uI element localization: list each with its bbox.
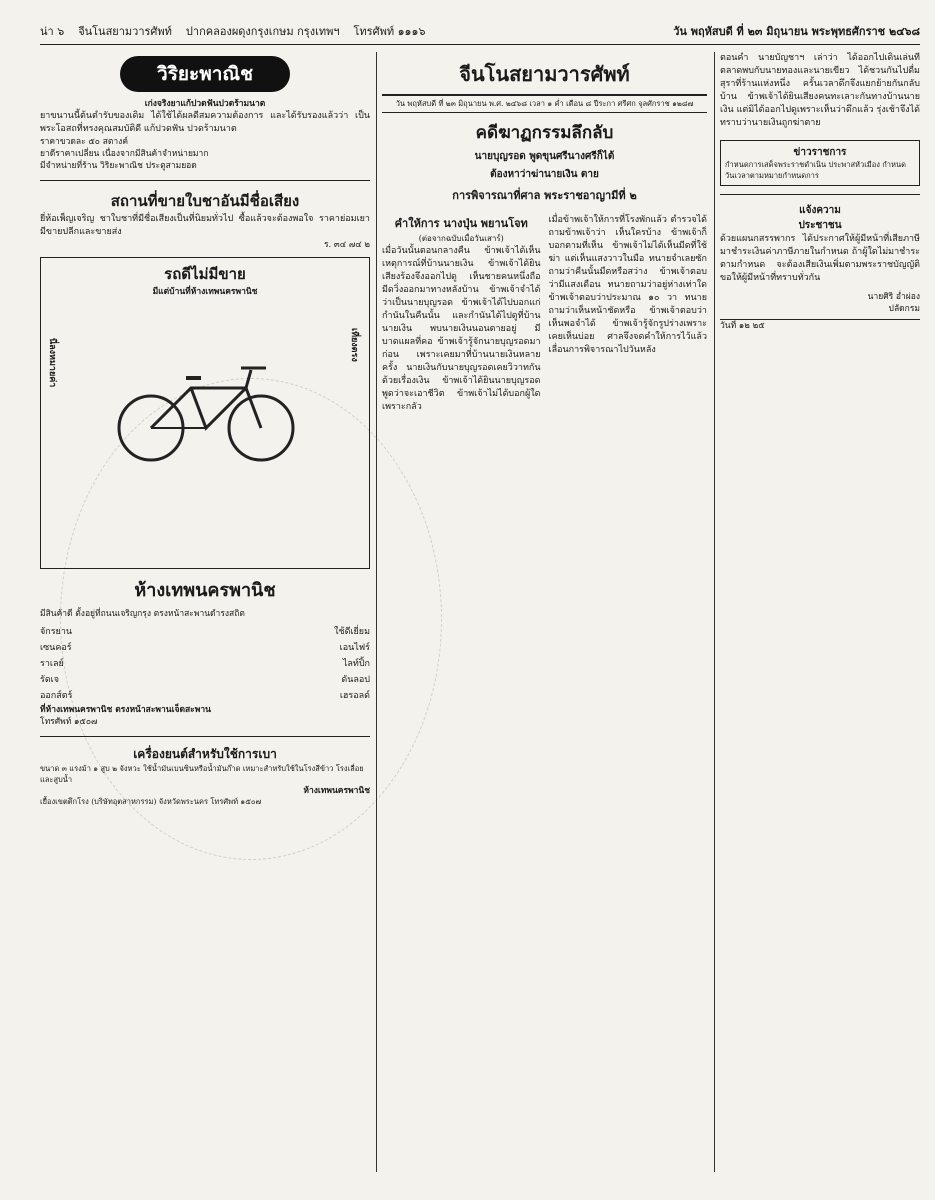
product-list bbox=[40, 624, 370, 704]
shop-description: มีสินค้าดี ตั้งอยู่ที่ถนนเจริญกรุง ตรงหน้าสะพานดำรงสถิต bbox=[40, 609, 245, 619]
bicycle-ad bbox=[40, 257, 370, 569]
tea-ad-sign: ร. ๓๔ ๗๔ ๒ bbox=[323, 240, 370, 250]
viriya-ad-address: มีจำหน่ายที่ร้าน วิริยะพาณิช ประตูสามยอด bbox=[40, 161, 197, 171]
viriya-ad-title: วิริยะพาณิช bbox=[120, 56, 290, 92]
machine-ad-address: เยื้องเขตตึกโรง (บริษัทอุตสาหกรรม) จังหวัดพระนคร โทรศัพท์ ๑๕๐๗ bbox=[40, 797, 262, 806]
viriya-ad-body: ยาขนานนี้ต้นตำรับของเดิม ได้ใช้ได้ผลดีสมความต้องการ และได้รับรองแล้วว่า เป็นพระโอสถที่ทรงคุณสมบัติดี แก้ปวดฟัน ปวดร้ามนาต bbox=[40, 111, 370, 134]
testimony-text-right: เมื่อข้าพเจ้าให้การที่โรงพักแล้ว ตำรวจได้ถามข้าพเจ้าว่า เห็นใครบ้าง ข้าพเจ้าก็บอกตามที่เห็น ข้าพเจ้าไม่ได้เห็นมีดที่ใช้ฆ่า แต่เห็นแสงวาวในมือ ทนายจำเลยซักถามว่าคืนนั้นมืดหรือสว่าง ข้าพเจ้าตอบว่ามีแสงเดือน ทนายถามว่าอยู่ห่างเท่าใด ข้าพเจ้าตอบว่าประมาณ ๑๐ วา ทนายถามว่าเห็นหน้าชัดหรือ ข้าพเจ้าตอบว่าเห็นพอจำได้ ข้าพเจ้ารู้จักรูปร่างเพราะเคยเห็นบ่อย ศาลจึงจดคำให้การไว้แล้วเลื่อนการพิจารณาไปวันหลัง bbox=[548, 215, 707, 355]
testimony-heading: คำให้การ นางปุ่น พยานโจท bbox=[394, 217, 528, 230]
shop-footer: ที่ห้างเทพนครพานิช ตรงหน้าสะพานเจ็ดสะพาน bbox=[40, 705, 211, 715]
notice-subtitle: ประชาชน bbox=[798, 220, 842, 231]
notice-footer: วันที่ ๑๒ ๒๕ bbox=[720, 319, 920, 332]
article-subtitle-3: การพิจารณาที่ศาล พระราชอาญามีที่ ๒ bbox=[452, 189, 637, 202]
list-item: ออกส์ตร์ เฮรอลด์ bbox=[40, 691, 370, 701]
list-item: รัดเจ ดันลอป bbox=[40, 675, 370, 685]
masthead: จีนโนสยามวารศัพท์ bbox=[382, 52, 707, 96]
article-subtitle-2: ต้องหาว่าฆ่านายเงิน ตาย bbox=[490, 169, 599, 180]
testimony-text-left: เมื่อวันนั้นตอนกลางคืน ข้าพเจ้าได้เห็นเหตุการณ์ที่บ้านนายเงิน ข้าพเจ้าได้ยินเสียงร้องจึงออกไปดู เห็นชายคนหนึ่งถือมีดวิ่งออกมาทางหลังบ้าน ข้าพเจ้าจำได้ว่าเป็นนายบุญรอด ข้าพเจ้าได้ไปบอกแก่กำนันในคืนนั้น และกำนันได้ไปดูที่บ้านนายเงิน พบนายเงินนอนตายอยู่ มีบาดแผลที่คอ ข้าพเจ้ารู้จักนายบุญรอดมาก่อน เพราะเคยมาที่บ้านนายเงินหลายครั้ง นายเงินกับนายบุญรอดเคยวิวาทกันด้วยเรื่องเงิน ข้าพเจ้าได้ยินนายบุญรอดพูดว่าจะเอาชีวิต ข้าพเจ้าไม่ได้บอกผู้ใดเพราะกลัว bbox=[382, 246, 541, 412]
notice-signer-title: ปลัดกรม bbox=[888, 304, 920, 314]
bike-ad-right-text: เที่ยงตรง bbox=[349, 328, 359, 362]
machine-ad-seller: ห้างเทพนครพานิช bbox=[303, 786, 370, 796]
side-column bbox=[720, 52, 920, 1172]
column-divider bbox=[376, 52, 377, 1172]
bike-ad-left-text: นี่ลงหมายค่า bbox=[47, 338, 57, 388]
divider bbox=[720, 194, 920, 195]
testimony-subheading: (ต่อจากฉบับเมื่อวันเสาร์) bbox=[418, 234, 504, 243]
list-item: จักรยาน ใช้ดีเยี่ยม bbox=[40, 627, 370, 637]
viriya-ad-price: ราคาขวดละ ๕๐ สตางค์ bbox=[40, 137, 129, 147]
notice-title: แจ้งความ bbox=[799, 205, 841, 216]
divider bbox=[40, 736, 370, 737]
shop-title: ห้างเทพนครพานิช bbox=[134, 580, 276, 601]
article-left-column bbox=[382, 214, 541, 414]
ads-column bbox=[40, 52, 370, 1172]
article-title: คดีฆาฏกรรมลึกลับ bbox=[475, 123, 614, 143]
machine-ad-title: เครื่องยนต์สำหรับใช้การเบา bbox=[133, 747, 277, 761]
news-box bbox=[720, 140, 920, 186]
news-box-body: กำหนดการเสด็จพระราชดำเนิน ประพาสหัวเมือง กำหนดวันเวลาตามหมายกำหนดการ bbox=[725, 160, 906, 180]
bicycle-illustration bbox=[106, 348, 306, 468]
notice-body: ด้วยแผนกสรรพากร ได้ประกาศให้ผู้มีหน้าที่เสียภาษีมาชำระเงินค่าภาษีภายในกำหนด ถ้าผู้ใดไม่มาชำระตามกำหนด จะต้องเสียเงินเพิ่มตามพระราชบัญญัติ ขอให้ผู้มีหน้าที่ทราบทั่วกัน bbox=[720, 234, 920, 283]
paper-name: จีนโนสยามวารศัพท์ bbox=[78, 25, 172, 38]
side-story: ตอนค่ำ นายบัญชาฯ เล่าว่า ได้ออกไปเดินเล่นที่ตลาดพบกับนายทองและนายเขียว ได้ชวนกันไปดื่มสุราที่ร้านแห่งหนึ่ง ครั้นเวลาดึกจึงแยกย้ายกันกลับบ้าน ข้าพเจ้าได้ยินเสียงคนทะเลาะกันทางบ้านนายเงิน แต่มิได้ออกไปดูเพราะเห็นว่าดึกแล้ว รุ่งเช้าจึงได้ทราบว่านายเงินถูกฆ่าตาย bbox=[720, 53, 920, 128]
newspaper-page bbox=[40, 18, 920, 1178]
article-body bbox=[382, 214, 707, 414]
viriya-ad-note: ยาดีราคาเปลี่ยน เนื่องจากมีสินค้าจำหน่ายมาก bbox=[40, 149, 209, 159]
article-right-column bbox=[549, 214, 708, 414]
news-box-heading: ข่าวราชการ bbox=[793, 147, 847, 158]
bike-ad-subline: มีแต่บ้านที่ห้างเทพนครพานิช bbox=[152, 287, 258, 297]
bike-ad-headline: รถดีไม่มีขาย bbox=[164, 265, 246, 283]
column-divider bbox=[714, 52, 715, 1172]
dateline: วัน พฤหัสบดี ที่ ๒๓ มิถุนายน พ.ศ. ๒๔๖๘ เวลา ๑ ค่ำ เดือน ๘ ปีระกา ศรีศก จุลศักราช ๑๒๘๗ bbox=[382, 96, 707, 113]
page-header bbox=[40, 18, 920, 45]
page-number: น่า ๖ bbox=[40, 25, 65, 38]
notice-signer: นายศิริ อ่ำผ่อง bbox=[867, 292, 920, 302]
main-article-column bbox=[382, 52, 707, 1172]
tea-ad-body: ยี่ห้อเพ็ญเจริญ ชาใบชาที่มีชื่อเสียงเป็นที่นิยมทั่วไป ซื้อแล้วจะต้องพอใจ ราคาย่อมเยา มีขายปลีกและขายส่ง bbox=[40, 214, 370, 237]
viriya-ad-subtitle: เก่งจริงยาแก้ปวดฟันปวดร้ามนาต bbox=[144, 99, 266, 109]
header-date: วัน พฤหัสบดี ที่ ๒๓ มิถุนายน พระพุทธศักราช ๒๔๖๘ bbox=[673, 25, 920, 38]
shop-phone: โทรศัพท์ ๑๕๐๗ bbox=[40, 717, 98, 727]
paper-address: ปากคลองผดุงกรุงเกษม กรุงเทพฯ bbox=[185, 25, 340, 38]
article-subtitle-1: นายบุญรอด พูดขุนศรีนางศรีก็ไต้ bbox=[474, 151, 615, 162]
list-item: เซนคอร์ เอนไฟร์ bbox=[40, 643, 370, 653]
tea-ad-title: สถานที่ขายใบชาอันมีชื่อเสียง bbox=[110, 192, 300, 210]
divider bbox=[40, 180, 370, 181]
machine-ad-body: ขนาด ๓ แรงม้า ๑ สูบ ๒ จังหวะ ใช้น้ำมันเบนซินหรือน้ำมันก๊าด เหมาะสำหรับใช้ในโรงสีข้าว โรงเลื่อย และสูบน้ำ bbox=[40, 764, 364, 784]
list-item: ราเลย์ ไลท์ปิ้ก bbox=[40, 659, 370, 669]
paper-phone: โทรศัพท์ ๑๑๑๖ bbox=[353, 25, 426, 38]
